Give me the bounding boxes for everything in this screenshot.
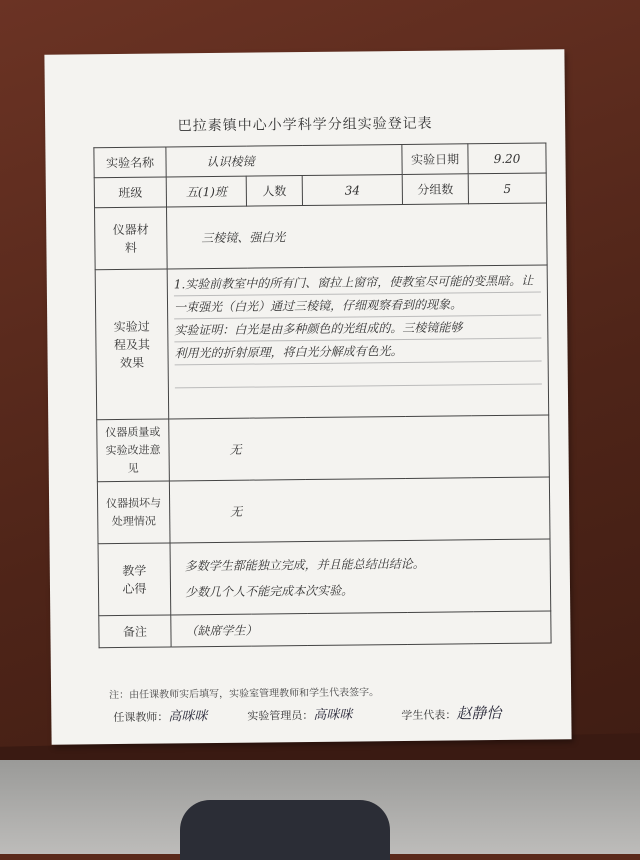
student-label: 学生代表： [401,708,457,723]
row-process [95,265,549,420]
reflection-line: 多数学生都能独立完成，并且能总结出结论。 [184,556,425,573]
teacher-label: 任课教师： [113,710,169,725]
paper-sheet [44,49,571,744]
teacher-signature [113,705,207,725]
form-title: 巴拉素镇中心小学科学分组实验登记表 [177,115,433,135]
manager-sig: 高咪咪 [313,707,353,723]
process-line: 1.实验前教室中的所有门、窗拉上窗帘，使教室尽可能的变黑暗。让 [174,270,541,297]
row-damage [97,477,550,544]
reflection-label: 教学心得 [98,543,171,616]
manager-label: 实验管理员： [247,708,314,723]
row-class [94,173,546,208]
name-value: 认识棱镜 [166,145,402,177]
student-signature [401,702,501,724]
reflection-value [170,539,551,615]
reflection-line: 少数几个人不能完成本次实验。 [184,583,354,599]
row-remarks [99,611,551,648]
process-line: 一束强光（白光）通过三棱镜，仔细观察看到的现象。 [174,293,541,320]
damage-label: 仪器损坏与处理情况 [97,481,170,544]
count-label: 人数 [246,176,302,207]
process-value [167,265,549,419]
shoe [180,800,390,860]
date-label: 实验日期 [402,144,468,175]
class-label: 班级 [94,177,166,208]
remarks-value: （缺席学生） [171,611,551,647]
groups-value: 5 [468,173,546,204]
remarks-label: 备注 [99,615,171,648]
materials-value: 三棱镜、强白光 [167,203,548,269]
row-quality [97,415,550,482]
row-materials [95,203,548,270]
student-sig: 赵静怡 [456,703,502,723]
date-value: 9.20 [468,143,546,174]
row-reflection [98,539,551,616]
quality-label: 仪器质量或实验改进意见 [97,419,170,482]
row-name [94,143,546,178]
name-label: 实验名称 [94,147,166,178]
experiment-form-table [93,142,551,648]
count-value: 34 [302,175,402,206]
damage-value: 无 [169,477,550,543]
materials-label: 仪器材料 [95,207,168,270]
footer-note: 注：由任课教师实后填写，实验室管理教师和学生代表签字。 [109,687,380,702]
process-label: 实验过程及其效果 [95,269,169,420]
class-value: 五(1)班 [166,176,246,207]
process-line-empty [175,362,542,389]
process-line: 利用光的折射原理，将白光分解成有色光。 [174,339,541,366]
manager-signature [247,704,352,724]
quality-value: 无 [169,415,550,481]
teacher-sig: 高咪咪 [168,709,208,725]
groups-label: 分组数 [402,174,468,205]
process-line: 实验证明：白光是由多种颜色的光组成的。三棱镜能够 [174,316,541,343]
